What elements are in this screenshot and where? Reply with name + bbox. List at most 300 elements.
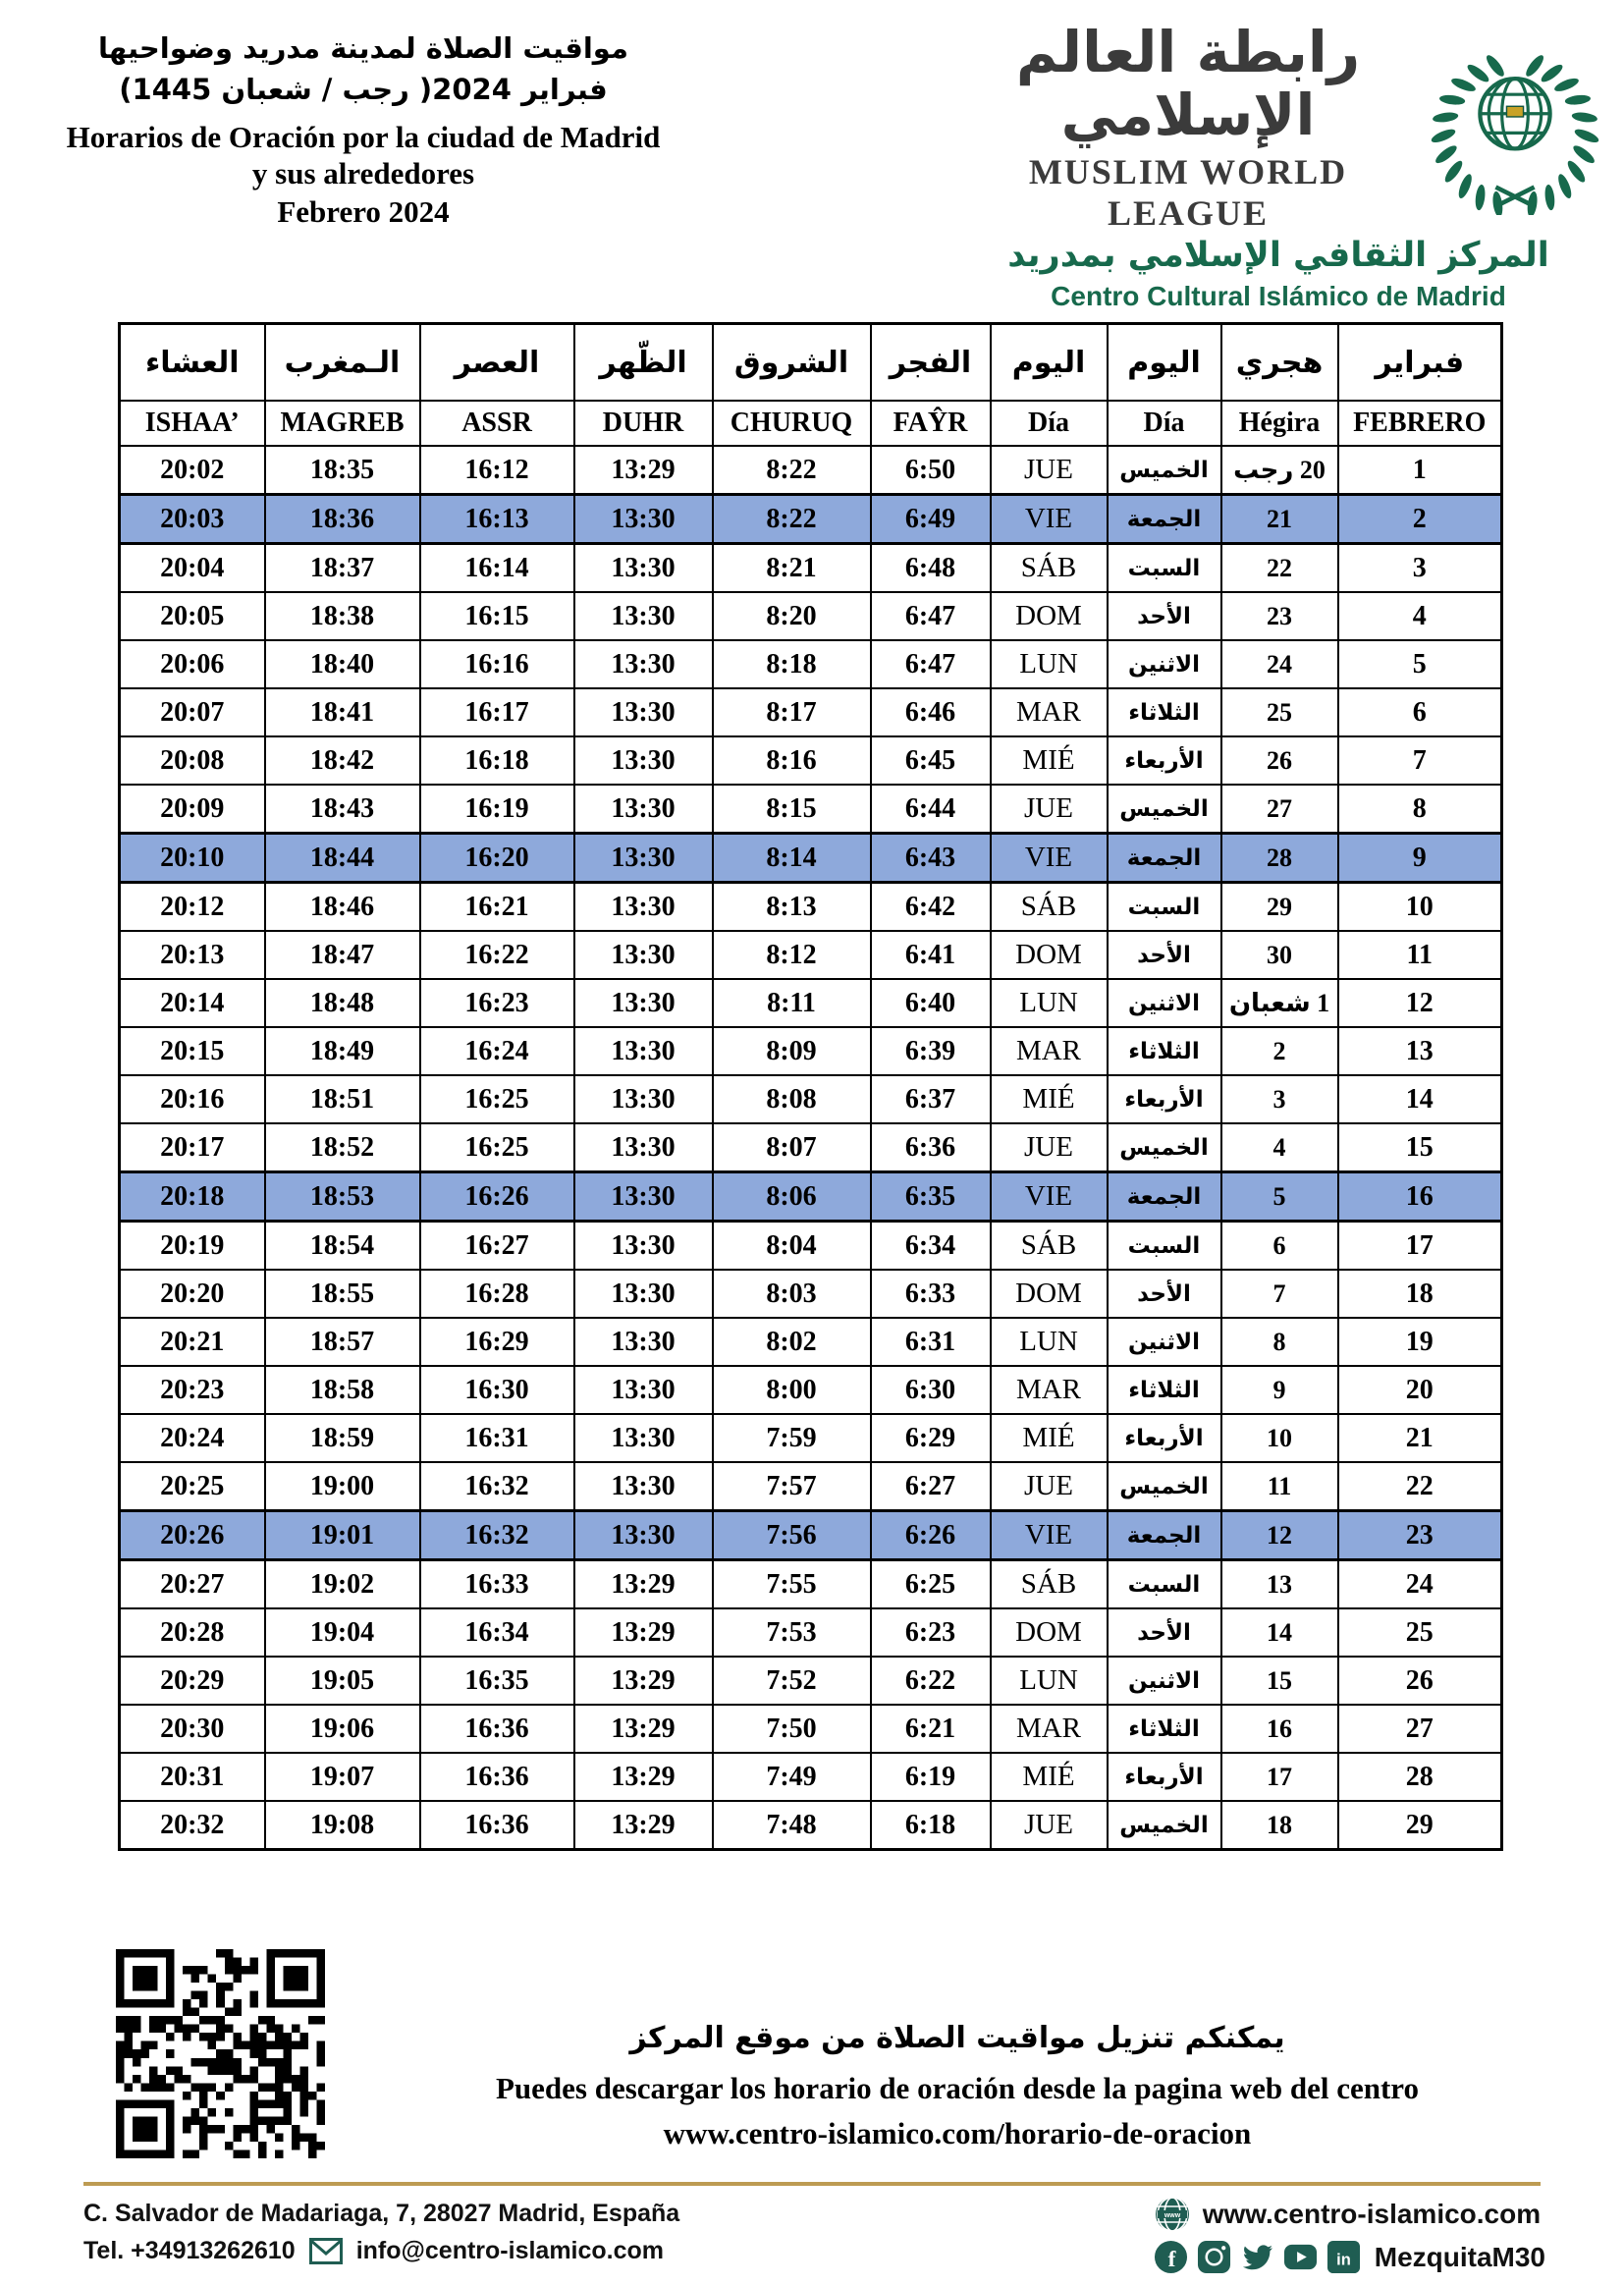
churuq-time: 7:52 — [713, 1657, 871, 1705]
hegira-day: 5 — [1221, 1172, 1338, 1222]
email-link[interactable]: info@centro-islamico.com — [355, 2237, 665, 2264]
hegira-day: 24 — [1221, 640, 1338, 688]
day-name-ar: الثلاثاء — [1108, 1027, 1221, 1075]
table-row — [120, 1075, 1502, 1123]
churuq-time: 7:49 — [713, 1753, 871, 1801]
magreb-time: 18:49 — [265, 1027, 420, 1075]
assr-time: 16:32 — [420, 1462, 574, 1511]
fayr-time: 6:39 — [871, 1027, 991, 1075]
day-name-ar: الأربعاء — [1108, 1753, 1221, 1801]
table-row-friday — [120, 1511, 1502, 1560]
february-day: 12 — [1338, 979, 1502, 1027]
duhr-time: 13:30 — [574, 931, 713, 979]
magreb-time: 19:07 — [265, 1753, 420, 1801]
magreb-time: 18:48 — [265, 979, 420, 1027]
fayr-time: 6:18 — [871, 1801, 991, 1850]
svg-text:in: in — [1335, 2250, 1351, 2269]
ishaa-time: 20:32 — [120, 1801, 265, 1850]
day-name-es: LUN — [991, 1657, 1108, 1705]
magreb-time: 18:47 — [265, 931, 420, 979]
duhr-time: 13:30 — [574, 1123, 713, 1172]
instagram-icon[interactable] — [1197, 2240, 1231, 2274]
magreb-time: 18:52 — [265, 1123, 420, 1172]
ishaa-time: 20:04 — [120, 544, 265, 593]
fayr-time: 6:45 — [871, 736, 991, 785]
ishaa-time: 20:19 — [120, 1222, 265, 1271]
day-name-ar: الثلاثاء — [1108, 1705, 1221, 1753]
col-header-arabic: الفجر — [871, 324, 991, 402]
february-day: 1 — [1338, 446, 1502, 495]
churuq-time: 7:48 — [713, 1801, 871, 1850]
day-name-es: MIÉ — [991, 1753, 1108, 1801]
fayr-time: 6:41 — [871, 931, 991, 979]
churuq-time: 8:02 — [713, 1318, 871, 1366]
title-spanish-line2: y sus alrededores — [251, 156, 475, 191]
col-header-arabic: الشروق — [713, 324, 871, 402]
hegira-day: 13 — [1221, 1560, 1338, 1609]
fayr-time: 6:44 — [871, 785, 991, 834]
ishaa-time: 20:25 — [120, 1462, 265, 1511]
day-name-es: JUE — [991, 446, 1108, 495]
title-spanish-line1: Horarios de Oración por la ciudad de Madrid — [66, 120, 661, 155]
duhr-time: 13:30 — [574, 736, 713, 785]
facebook-icon[interactable] — [1154, 2240, 1188, 2274]
ishaa-time: 20:16 — [120, 1075, 265, 1123]
ishaa-time: 20:14 — [120, 979, 265, 1027]
day-name-ar: الاثنين — [1108, 640, 1221, 688]
magreb-time: 18:54 — [265, 1222, 420, 1271]
linkedin-icon[interactable] — [1326, 2240, 1361, 2274]
fayr-time: 6:47 — [871, 640, 991, 688]
envelope-icon — [309, 2238, 343, 2264]
february-day: 27 — [1338, 1705, 1502, 1753]
fayr-time: 6:25 — [871, 1560, 991, 1609]
hegira-day: 12 — [1221, 1511, 1338, 1560]
footer-contact-block — [83, 2200, 679, 2265]
day-name-es: JUE — [991, 785, 1108, 834]
february-day: 20 — [1338, 1366, 1502, 1414]
fayr-time: 6:26 — [871, 1511, 991, 1560]
assr-time: 16:36 — [420, 1753, 574, 1801]
mwl-logo-block — [954, 19, 1602, 312]
duhr-time: 13:30 — [574, 495, 713, 544]
col-header-arabic: فبراير — [1338, 324, 1502, 402]
duhr-time: 13:30 — [574, 785, 713, 834]
day-name-ar: الأحد — [1108, 1608, 1221, 1657]
mwl-emblem-icon — [1428, 40, 1602, 215]
fayr-time: 6:33 — [871, 1270, 991, 1318]
february-day: 26 — [1338, 1657, 1502, 1705]
col-header-latin: Día — [991, 401, 1108, 446]
magreb-time: 19:02 — [265, 1560, 420, 1609]
duhr-time: 13:30 — [574, 1222, 713, 1271]
february-day: 28 — [1338, 1753, 1502, 1801]
fayr-time: 6:30 — [871, 1366, 991, 1414]
day-name-es: MIÉ — [991, 736, 1108, 785]
churuq-time: 8:00 — [713, 1366, 871, 1414]
col-header-latin: Hégira — [1221, 401, 1338, 446]
day-name-ar: الخميس — [1108, 1801, 1221, 1850]
february-day: 10 — [1338, 883, 1502, 932]
day-name-ar: السبت — [1108, 1222, 1221, 1271]
hegira-day: 27 — [1221, 785, 1338, 834]
day-name-ar: السبت — [1108, 883, 1221, 932]
svg-text:f: f — [1167, 2247, 1176, 2273]
day-name-ar: الأربعاء — [1108, 1414, 1221, 1462]
table-row — [120, 1270, 1502, 1318]
table-row — [120, 1608, 1502, 1657]
fayr-time: 6:46 — [871, 688, 991, 736]
day-name-es: LUN — [991, 979, 1108, 1027]
col-header-arabic: هجري — [1221, 324, 1338, 402]
download-url-link[interactable]: www.centro-islamico.com/horario-de-oracion — [663, 2116, 1252, 2150]
hegira-day: 26 — [1221, 736, 1338, 785]
assr-time: 16:20 — [420, 834, 574, 883]
february-day: 9 — [1338, 834, 1502, 883]
day-name-ar: الجمعة — [1108, 1172, 1221, 1222]
february-day: 17 — [1338, 1222, 1502, 1271]
youtube-icon[interactable] — [1283, 2240, 1318, 2274]
hegira-day: 16 — [1221, 1705, 1338, 1753]
february-day: 7 — [1338, 736, 1502, 785]
assr-time: 16:22 — [420, 931, 574, 979]
duhr-time: 13:30 — [574, 1462, 713, 1511]
col-header-latin: CHURUQ — [713, 401, 871, 446]
assr-time: 16:23 — [420, 979, 574, 1027]
magreb-time: 18:53 — [265, 1172, 420, 1222]
table-row — [120, 1753, 1502, 1801]
february-day: 2 — [1338, 495, 1502, 544]
churuq-time: 8:09 — [713, 1027, 871, 1075]
col-header-latin: FEBRERO — [1338, 401, 1502, 446]
table-row — [120, 1123, 1502, 1172]
qr-code — [116, 1949, 325, 2158]
ishaa-time: 20:21 — [120, 1318, 265, 1366]
day-name-ar: الأحد — [1108, 1270, 1221, 1318]
assr-time: 16:35 — [420, 1657, 574, 1705]
hegira-day: 14 — [1221, 1608, 1338, 1657]
february-day: 25 — [1338, 1608, 1502, 1657]
day-name-ar: الخميس — [1108, 1123, 1221, 1172]
duhr-time: 13:29 — [574, 1705, 713, 1753]
churuq-time: 8:21 — [713, 544, 871, 593]
table-row — [120, 1462, 1502, 1511]
assr-time: 16:27 — [420, 1222, 574, 1271]
social-handle: MezquitaM30 — [1374, 2241, 1545, 2272]
ishaa-time: 20:03 — [120, 495, 265, 544]
february-day: 3 — [1338, 544, 1502, 593]
duhr-time: 13:30 — [574, 1414, 713, 1462]
col-header-arabic: اليوم — [1108, 324, 1221, 402]
churuq-time: 7:56 — [713, 1511, 871, 1560]
assr-time: 16:14 — [420, 544, 574, 593]
hegira-day: 30 — [1221, 931, 1338, 979]
churuq-time: 8:07 — [713, 1123, 871, 1172]
ishaa-time: 20:09 — [120, 785, 265, 834]
ishaa-time: 20:10 — [120, 834, 265, 883]
day-name-ar: السبت — [1108, 1560, 1221, 1609]
table-row — [120, 1318, 1502, 1366]
ishaa-time: 20:08 — [120, 736, 265, 785]
magreb-time: 18:43 — [265, 785, 420, 834]
day-name-es: SÁB — [991, 1560, 1108, 1609]
fayr-time: 6:42 — [871, 883, 991, 932]
assr-time: 16:36 — [420, 1801, 574, 1850]
ishaa-time: 20:05 — [120, 592, 265, 640]
duhr-time: 13:29 — [574, 1657, 713, 1705]
hegira-day: 7 — [1221, 1270, 1338, 1318]
table-row — [120, 1801, 1502, 1850]
col-header-arabic: اليوم — [991, 324, 1108, 402]
duhr-time: 13:30 — [574, 1075, 713, 1123]
day-name-ar: الخميس — [1108, 446, 1221, 495]
day-name-ar: الخميس — [1108, 1462, 1221, 1511]
churuq-time: 8:16 — [713, 736, 871, 785]
fayr-time: 6:27 — [871, 1462, 991, 1511]
title-spanish-line3: Febrero 2024 — [277, 193, 450, 229]
churuq-time: 8:08 — [713, 1075, 871, 1123]
footer-web-block — [1154, 2196, 1545, 2274]
day-name-es: VIE — [991, 495, 1108, 544]
ishaa-time: 20:20 — [120, 1270, 265, 1318]
mwl-calligraphy-arabic: رابطة العالم الإسلامي — [1015, 19, 1361, 148]
hegira-day: 28 — [1221, 834, 1338, 883]
download-block — [334, 2021, 1581, 2151]
day-name-es: VIE — [991, 834, 1108, 883]
duhr-time: 13:30 — [574, 834, 713, 883]
twitter-icon[interactable] — [1240, 2240, 1274, 2274]
phone-number: Tel. +34913262610 — [83, 2237, 296, 2264]
february-day: 21 — [1338, 1414, 1502, 1462]
magreb-time: 19:01 — [265, 1511, 420, 1560]
duhr-time: 13:30 — [574, 1318, 713, 1366]
col-header-arabic: الـمغرب — [265, 324, 420, 402]
february-day: 19 — [1338, 1318, 1502, 1366]
churuq-time: 8:18 — [713, 640, 871, 688]
col-header-latin: Día — [1108, 401, 1221, 446]
duhr-time: 13:29 — [574, 1753, 713, 1801]
fayr-time: 6:48 — [871, 544, 991, 593]
center-name-spanish: Centro Cultural Islámico de Madrid — [1051, 280, 1506, 311]
col-header-latin: MAGREB — [265, 401, 420, 446]
february-day: 16 — [1338, 1172, 1502, 1222]
col-header-latin: DUHR — [574, 401, 713, 446]
col-header-latin: ISHAA’ — [120, 401, 265, 446]
website-link[interactable]: www.centro-islamico.com — [1202, 2199, 1542, 2229]
table-row — [120, 1027, 1502, 1075]
svg-text:www: www — [1164, 2211, 1180, 2219]
magreb-time: 18:44 — [265, 834, 420, 883]
hegira-day: 15 — [1221, 1657, 1338, 1705]
duhr-time: 13:30 — [574, 640, 713, 688]
kaaba-icon — [1506, 106, 1523, 117]
day-name-es: MAR — [991, 688, 1108, 736]
duhr-time: 13:30 — [574, 979, 713, 1027]
fayr-time: 6:50 — [871, 446, 991, 495]
day-name-ar: الجمعة — [1108, 1511, 1221, 1560]
assr-time: 16:16 — [420, 640, 574, 688]
hegira-day: 11 — [1221, 1462, 1338, 1511]
assr-time: 16:28 — [420, 1270, 574, 1318]
churuq-time: 8:22 — [713, 495, 871, 544]
february-day: 24 — [1338, 1560, 1502, 1609]
churuq-time: 7:59 — [713, 1414, 871, 1462]
footer-divider — [83, 2182, 1541, 2186]
day-name-es: JUE — [991, 1462, 1108, 1511]
table-row — [120, 640, 1502, 688]
churuq-time: 8:11 — [713, 979, 871, 1027]
february-day: 14 — [1338, 1075, 1502, 1123]
table-row — [120, 592, 1502, 640]
fayr-time: 6:36 — [871, 1123, 991, 1172]
hegira-day: 3 — [1221, 1075, 1338, 1123]
churuq-time: 8:04 — [713, 1222, 871, 1271]
day-name-ar: الاثنين — [1108, 1318, 1221, 1366]
col-header-arabic: العصر — [420, 324, 574, 402]
ishaa-time: 20:23 — [120, 1366, 265, 1414]
download-text-spanish: Puedes descargar los horario de oración desde la pagina web del centro — [495, 2071, 1419, 2105]
duhr-time: 13:30 — [574, 592, 713, 640]
day-name-es: SÁB — [991, 883, 1108, 932]
duhr-time: 13:30 — [574, 544, 713, 593]
hegira-day: 8 — [1221, 1318, 1338, 1366]
fayr-time: 6:29 — [871, 1414, 991, 1462]
hegira-day: 17 — [1221, 1753, 1338, 1801]
hegira-day: 25 — [1221, 688, 1338, 736]
february-day: 23 — [1338, 1511, 1502, 1560]
day-name-es: VIE — [991, 1172, 1108, 1222]
churuq-time: 8:14 — [713, 834, 871, 883]
fayr-time: 6:23 — [871, 1608, 991, 1657]
ishaa-time: 20:30 — [120, 1705, 265, 1753]
duhr-time: 13:30 — [574, 1172, 713, 1222]
assr-time: 16:13 — [420, 495, 574, 544]
february-day: 15 — [1338, 1123, 1502, 1172]
magreb-time: 18:59 — [265, 1414, 420, 1462]
ishaa-time: 20:28 — [120, 1608, 265, 1657]
hegira-day: 10 — [1221, 1414, 1338, 1462]
day-name-es: DOM — [991, 592, 1108, 640]
table-row — [120, 931, 1502, 979]
hegira-day: 20 رجب — [1221, 446, 1338, 495]
col-header-latin: ASSR — [420, 401, 574, 446]
duhr-time: 13:29 — [574, 1801, 713, 1850]
day-name-es: DOM — [991, 1270, 1108, 1318]
table-row — [120, 979, 1502, 1027]
magreb-time: 18:35 — [265, 446, 420, 495]
ishaa-time: 20:18 — [120, 1172, 265, 1222]
day-name-ar: الجمعة — [1108, 834, 1221, 883]
assr-time: 16:12 — [420, 446, 574, 495]
day-name-ar: السبت — [1108, 544, 1221, 593]
assr-time: 16:30 — [420, 1366, 574, 1414]
table-row — [120, 736, 1502, 785]
february-day: 22 — [1338, 1462, 1502, 1511]
prayer-times-table — [118, 322, 1503, 1851]
churuq-time: 8:13 — [713, 883, 871, 932]
table-row-friday — [120, 834, 1502, 883]
table-row — [120, 1657, 1502, 1705]
day-name-ar: الاثنين — [1108, 979, 1221, 1027]
ishaa-time: 20:12 — [120, 883, 265, 932]
table-row — [120, 1222, 1502, 1271]
assr-time: 16:25 — [420, 1075, 574, 1123]
hegira-day: 23 — [1221, 592, 1338, 640]
ishaa-time: 20:13 — [120, 931, 265, 979]
fayr-time: 6:35 — [871, 1172, 991, 1222]
magreb-time: 19:05 — [265, 1657, 420, 1705]
assr-time: 16:17 — [420, 688, 574, 736]
day-name-es: JUE — [991, 1123, 1108, 1172]
col-header-arabic: العشاء — [120, 324, 265, 402]
february-day: 6 — [1338, 688, 1502, 736]
ishaa-time: 20:07 — [120, 688, 265, 736]
hegira-day: 21 — [1221, 495, 1338, 544]
duhr-time: 13:30 — [574, 1511, 713, 1560]
ishaa-time: 20:24 — [120, 1414, 265, 1462]
table-row — [120, 1414, 1502, 1462]
hegira-day: 4 — [1221, 1123, 1338, 1172]
magreb-time: 18:40 — [265, 640, 420, 688]
day-name-ar: الجمعة — [1108, 495, 1221, 544]
magreb-time: 18:51 — [265, 1075, 420, 1123]
assr-time: 16:33 — [420, 1560, 574, 1609]
ishaa-time: 20:17 — [120, 1123, 265, 1172]
table-row — [120, 1560, 1502, 1609]
title-arabic-line2: فبراير 2024( رجب / شعبان 1445) — [119, 73, 608, 107]
day-name-es: MIÉ — [991, 1075, 1108, 1123]
churuq-time: 8:17 — [713, 688, 871, 736]
magreb-time: 18:36 — [265, 495, 420, 544]
fayr-time: 6:40 — [871, 979, 991, 1027]
assr-time: 16:36 — [420, 1705, 574, 1753]
day-name-es: MAR — [991, 1027, 1108, 1075]
day-name-es: DOM — [991, 1608, 1108, 1657]
assr-time: 16:32 — [420, 1511, 574, 1560]
day-name-es: LUN — [991, 1318, 1108, 1366]
assr-time: 16:18 — [420, 736, 574, 785]
fayr-time: 6:34 — [871, 1222, 991, 1271]
february-day: 5 — [1338, 640, 1502, 688]
day-name-ar: الثلاثاء — [1108, 688, 1221, 736]
day-name-es: SÁB — [991, 1222, 1108, 1271]
churuq-time: 8:15 — [713, 785, 871, 834]
table-row — [120, 446, 1502, 495]
table-row — [120, 688, 1502, 736]
ishaa-time: 20:29 — [120, 1657, 265, 1705]
magreb-time: 19:08 — [265, 1801, 420, 1850]
hegira-day: 9 — [1221, 1366, 1338, 1414]
fayr-time: 6:19 — [871, 1753, 991, 1801]
february-day: 8 — [1338, 785, 1502, 834]
address-text: C. Salvador de Madariaga, 7, 28027 Madrid, España — [83, 2200, 680, 2227]
february-day: 18 — [1338, 1270, 1502, 1318]
fayr-time: 6:47 — [871, 592, 991, 640]
hegira-day: 22 — [1221, 544, 1338, 593]
duhr-time: 13:29 — [574, 446, 713, 495]
table-row — [120, 1705, 1502, 1753]
magreb-time: 18:55 — [265, 1270, 420, 1318]
ishaa-time: 20:26 — [120, 1511, 265, 1560]
february-day: 11 — [1338, 931, 1502, 979]
february-day: 29 — [1338, 1801, 1502, 1850]
churuq-time: 7:50 — [713, 1705, 871, 1753]
day-name-ar: الأربعاء — [1108, 1075, 1221, 1123]
magreb-time: 18:57 — [265, 1318, 420, 1366]
hegira-day: 2 — [1221, 1027, 1338, 1075]
fayr-time: 6:37 — [871, 1075, 991, 1123]
table-row — [120, 785, 1502, 834]
